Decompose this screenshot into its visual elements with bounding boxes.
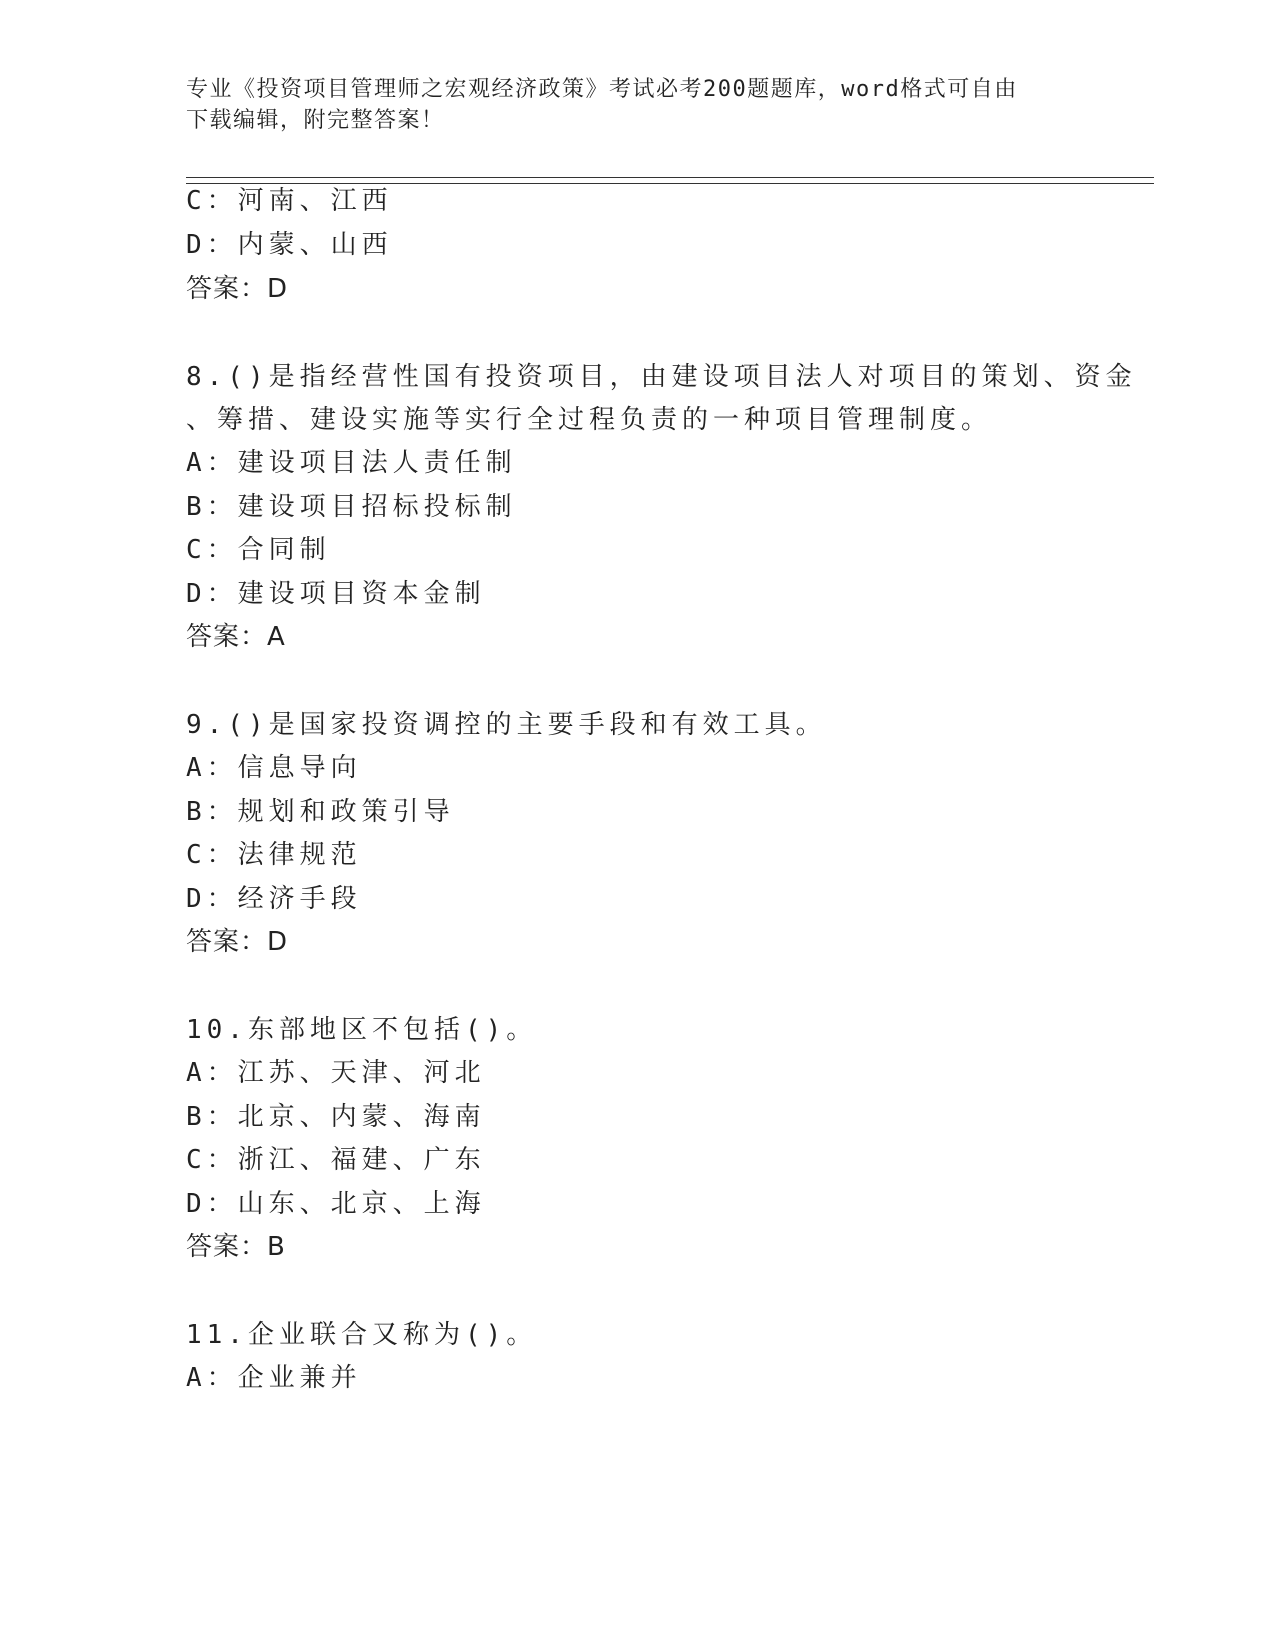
q9-answer: 答案：D [186,927,289,957]
q10-answer: 答案：B [186,1232,286,1262]
q8-stem-line-1: 8.()是指经营性国有投资项目，由建设项目法人对项目的策划、资金 [186,362,1137,392]
q9-option-c: C：法律规范 [186,840,362,870]
header-divider [186,177,1154,184]
q8-answer: 答案：A [186,622,286,652]
q9-option-a: A：信息导向 [186,753,362,783]
q9-option-d: D：经济手段 [186,884,362,914]
document-header [186,74,1066,136]
q10-option-b: B：北京、内蒙、海南 [186,1102,486,1132]
q10-option-d: D：山东、北京、上海 [186,1189,486,1219]
header-line-1: 专业《投资项目管理师之宏观经济政策》考试必考200题题库，word格式可自由 [186,77,1018,102]
q7-option-c: C：河南、江西 [186,186,393,216]
q8-option-b: B：建设项目招标投标制 [186,492,517,522]
q8-stem-line-2: 、筹措、建设实施等实行全过程负责的一种项目管理制度。 [186,405,993,435]
q7-option-d: D：内蒙、山西 [186,230,393,260]
q8-option-c: C：合同制 [186,535,331,565]
q8-option-d: D：建设项目资本金制 [186,579,486,609]
q11-option-a: A：企业兼并 [186,1363,362,1393]
q9-stem: 9.()是国家投资调控的主要手段和有效工具。 [186,710,827,740]
q10-option-a: A：江苏、天津、河北 [186,1058,486,1088]
q9-option-b: B：规划和政策引导 [186,797,455,827]
q10-stem: 10.东部地区不包括()。 [186,1015,538,1045]
q10-option-c: C：浙江、福建、广东 [186,1145,486,1175]
q7-answer: 答案：D [186,274,289,304]
q8-option-a: A：建设项目法人责任制 [186,448,517,478]
q11-stem: 11.企业联合又称为()。 [186,1320,538,1350]
header-line-2: 下载编辑，附完整答案！ [186,108,445,133]
